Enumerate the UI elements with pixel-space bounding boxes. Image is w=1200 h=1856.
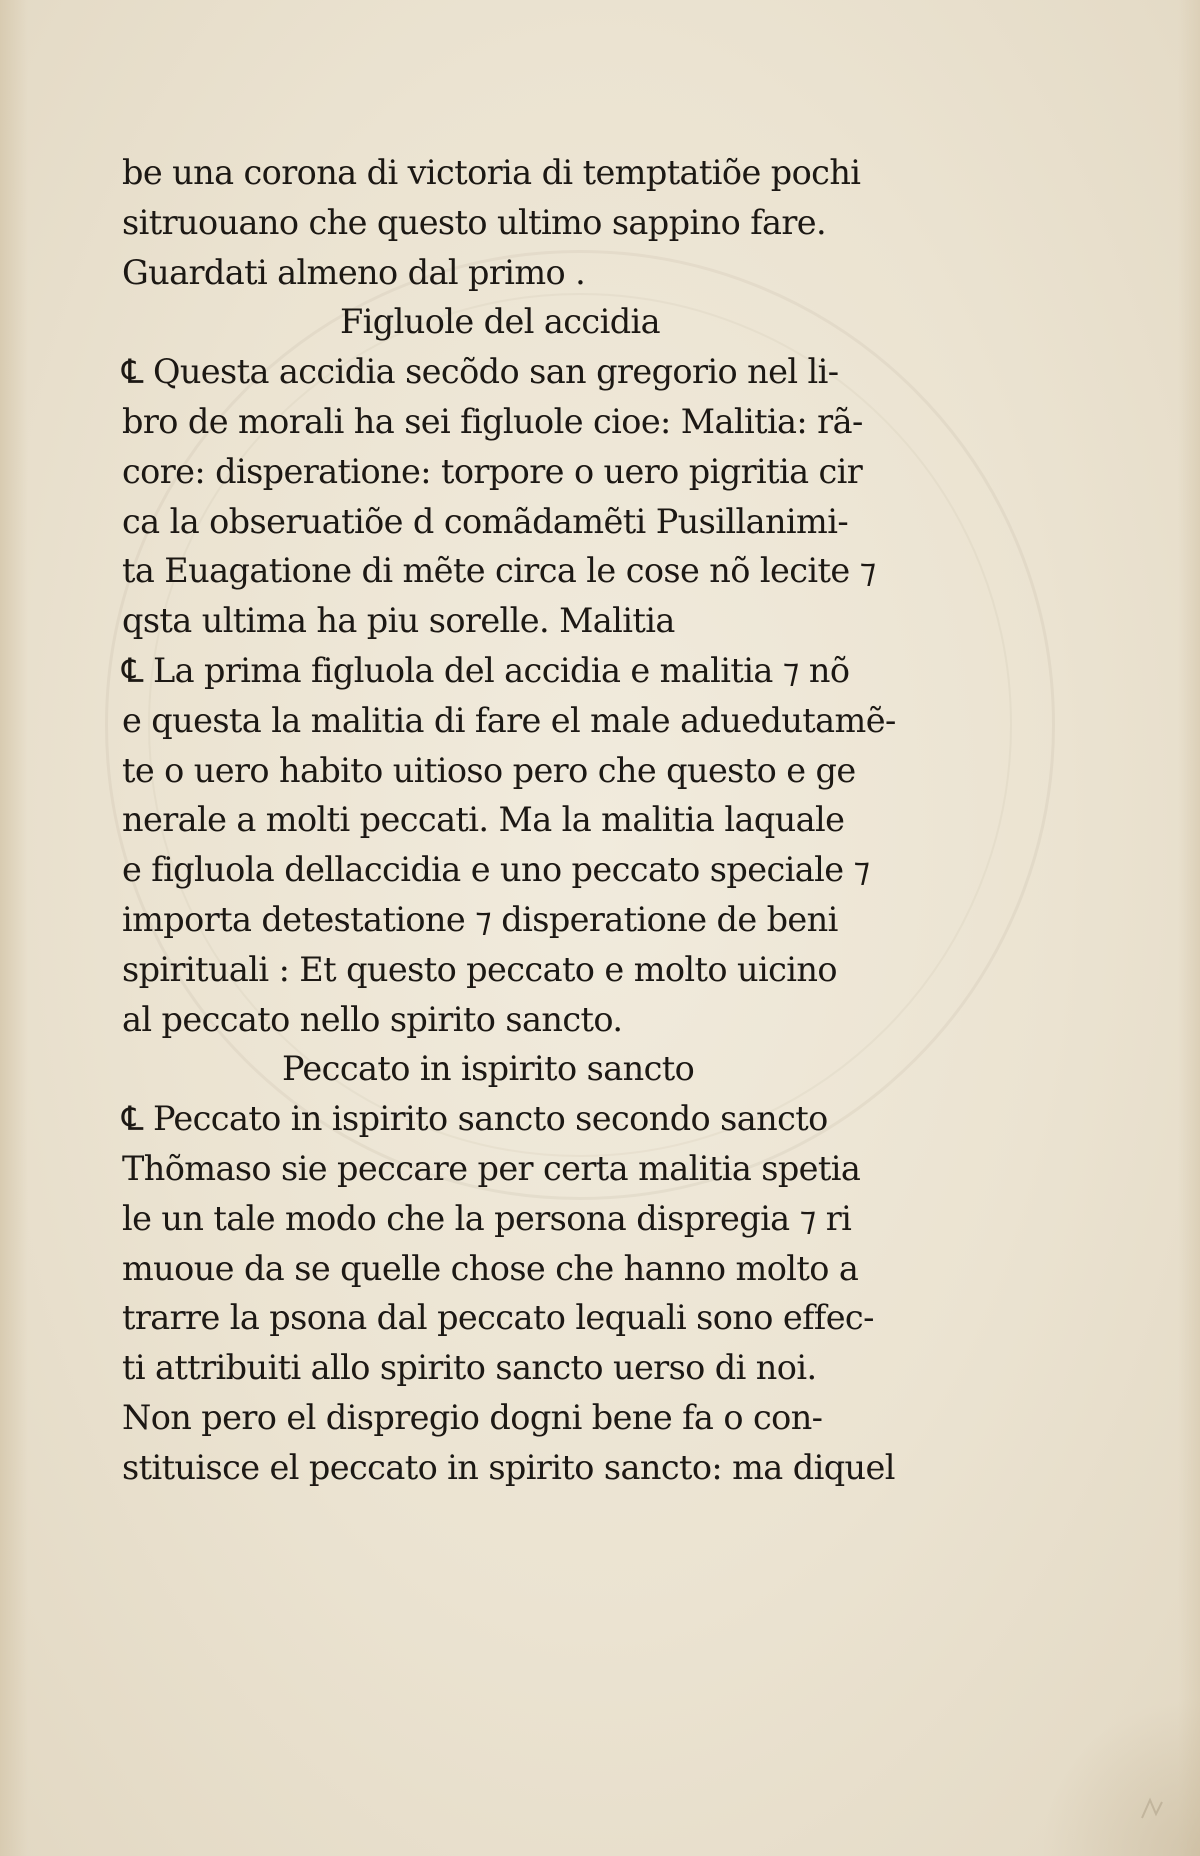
section-heading-figluole: Figluole del accidia [340,302,661,342]
text-line: Thõmaso sie peccare per certa malitia spetia [122,1148,861,1188]
text-line: ca la obseruatiõe d comãdamẽti Pusillanimi- [122,501,849,541]
text-line: ℄ La prima figluola del accidia e malitia ⁊ nõ [122,650,850,690]
text-line: te o uero habito uitioso pero che questo e ge [122,750,856,790]
text-line: al peccato nello spirito sancto. [122,999,623,1039]
text-line: bro de morali ha sei figluole cioe: Malitia: rã- [122,401,863,441]
text-line: nerale a molti peccati. Ma la malitia laquale [122,800,845,840]
text-line: ta Euagatione di mẽte circa le cose nõ lecite ⁊ [122,551,876,591]
page-edge-left [0,0,28,1856]
section-heading-peccato: Peccato in ispirito sancto [282,1049,695,1089]
text-line: trarre la psona dal peccato lequali sono effec- [122,1298,874,1338]
text-line: core: disperatione: torpore o uero pigritia cir [122,451,863,491]
text-line: muoue da se quelle chose che hanno molto a [122,1248,859,1288]
text-line: be una corona di victoria di temptatiõe pochi [122,153,861,192]
text-line: ℄ Peccato in ispirito sancto secondo sancto [122,1099,828,1139]
corner-pencil-mark [1132,1788,1172,1828]
text-line: e figluola dellaccidia e uno peccato speciale ⁊ [122,850,870,890]
page-stain [1040,1696,1200,1856]
text-line: qsta ultima ha piu sorelle. Malitia [122,601,675,641]
text-line: importa detestatione ⁊ disperatione de beni [122,899,838,939]
text-line: Guardati almeno dal primo . [122,252,586,292]
page-edge-right [1178,0,1200,1856]
text-line: spirituali : Et questo peccato e molto uicino [122,949,837,989]
text-block [122,148,952,1493]
text-line: stituisce el peccato in spirito sancto: ma diquel [122,1447,895,1487]
text-line: Non pero el dispregio dogni bene fa o con- [122,1397,823,1437]
text-line: le un tale modo che la persona dispregia ⁊ ri [122,1198,852,1238]
text-line: sitruouano che questo ultimo sappino fare. [122,202,827,242]
text-line: ℄ Questa accidia secõdo san gregorio nel li- [122,352,839,392]
text-line: ti attribuiti allo spirito sancto uerso di noi. [122,1348,817,1388]
text-line: e questa la malitia di fare el male aduedutamẽ- [122,700,896,740]
